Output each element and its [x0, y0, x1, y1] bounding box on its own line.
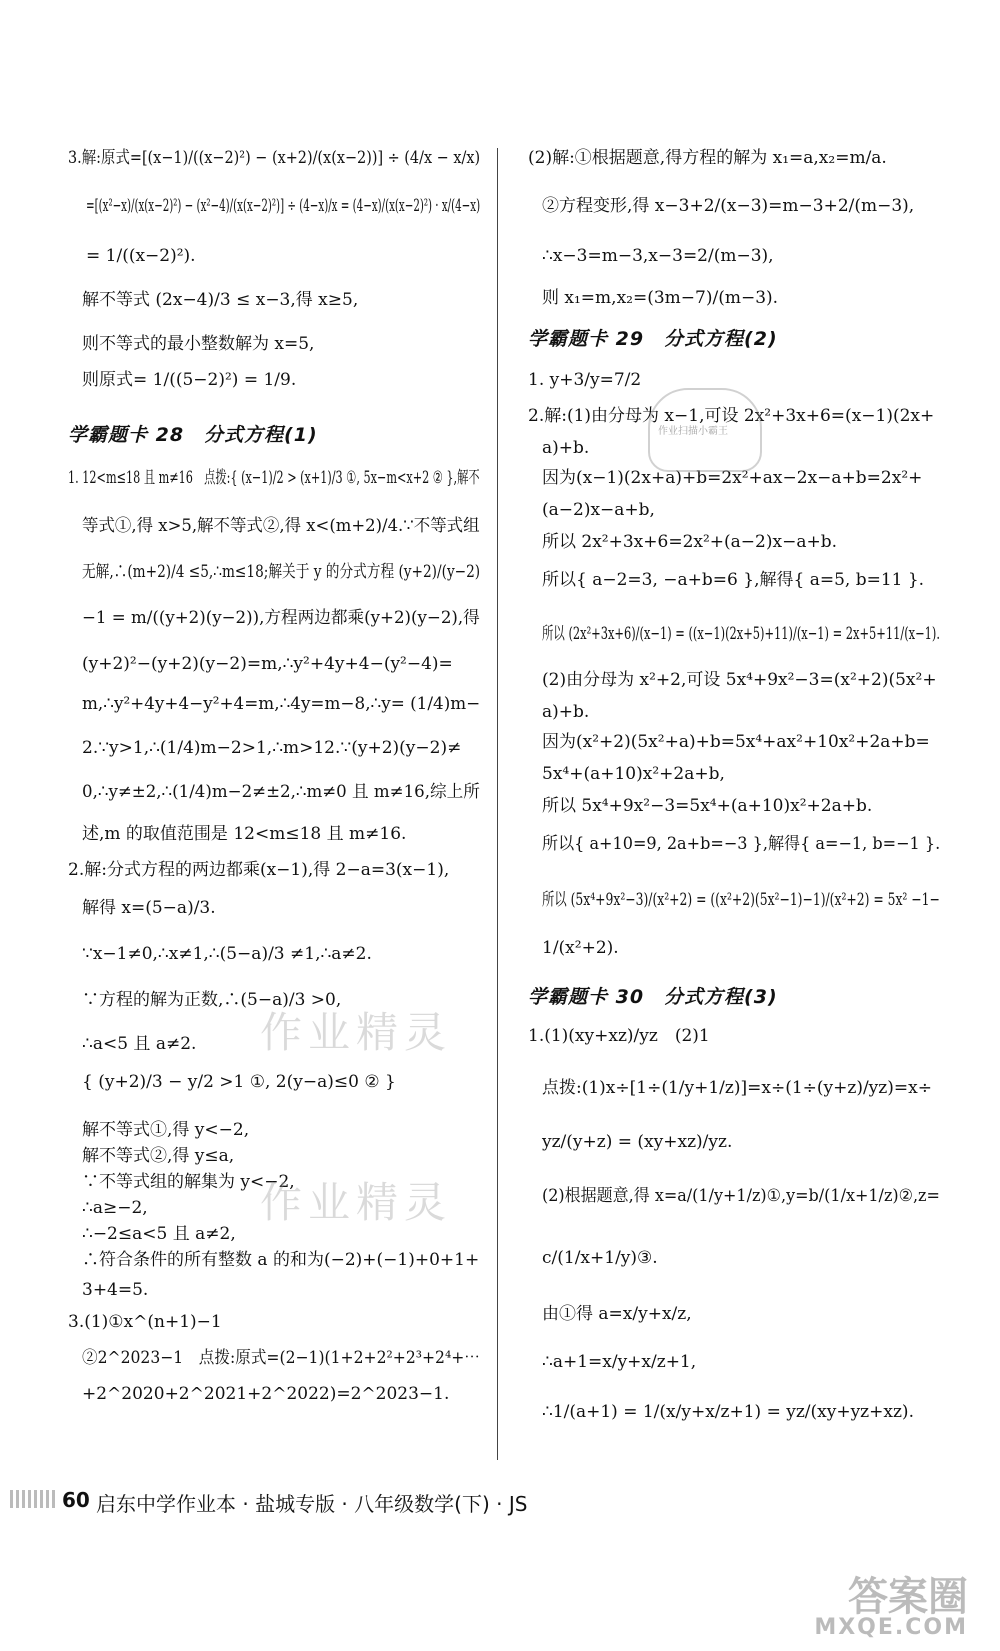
- site-logo: [778, 1565, 978, 1645]
- text-line: 等式①,得 x>5,解不等式②,得 x<(m+2)/4.∵不等式组: [82, 516, 480, 536]
- text-line: ∴符合条件的所有整数 a 的和为(−2)+(−1)+0+1+: [82, 1250, 480, 1270]
- text-line: 3.解:原式=[(x−1)/((x−2)²) − (x+2)/(x(x−2))] ÷ (4/x − x/x): [68, 148, 481, 168]
- text-line: (2)根据题意,得 x=a/(1/y+1/z)①,y=b/(1/x+1/z)②,z=: [542, 1186, 940, 1206]
- text-line: 2.∵y>1,∴(1/4)m−2>1,∴m>12.∵(y+2)(y−2)≠: [82, 738, 462, 758]
- text-line: yz/(y+z) = (xy+xz)/yz.: [542, 1132, 733, 1152]
- text-line: 1. 12<m≤18 且 m≠16 点拨:{ (x−1)/2 > (x+1)/3 ①, 5x−m<x+2 ② },解不: [68, 468, 480, 488]
- text-line: ∵不等式组的解集为 y<−2,: [82, 1172, 295, 1192]
- text-line: 解不等式 (2x−4)/3 ≤ x−3,得 x≥5,: [82, 290, 359, 310]
- text-line: ∴a+1=x/y+x/z+1,: [542, 1352, 697, 1372]
- text-line: 因为(x²+2)(5x²+a)+b=5x⁴+ax²+10x²+2a+b=: [542, 732, 930, 752]
- footer-barcode-mark: [10, 1490, 56, 1508]
- text-line: 0,∴y≠±2,∴(1/4)m−2≠±2,∴m≠0 且 m≠16,综上所: [82, 782, 480, 802]
- text-line: 则 x₁=m,x₂=(3m−7)/(m−3).: [542, 288, 779, 308]
- text-line: 解不等式②,得 y≤a,: [82, 1146, 235, 1166]
- text-line: 所以 2x²+3x+6=2x²+(a−2)x−a+b.: [542, 532, 837, 552]
- text-line: (2)解:①根据题意,得方程的解为 x₁=a,x₂=m/a.: [528, 148, 887, 168]
- text-line: ∴x−3=m−3,x−3=2/(m−3),: [542, 246, 774, 266]
- text-line: 3.(1)①x^(n+1)−1: [68, 1312, 222, 1332]
- text-line: ∴1/(a+1) = 1/(x/y+x/z+1) = yz/(xy+yz+xz).: [542, 1402, 914, 1422]
- text-line: 因为(x−1)(2x+a)+b=2x²+ax−2x−a+b=2x²+: [542, 468, 923, 488]
- logo-url: MXQE.COM: [814, 1615, 968, 1640]
- text-line: a)+b.: [542, 702, 590, 722]
- text-line: 所以 (2x²+3x+6)/(x−1) = ((x−1)(2x+5)+11)/(x−1) = 2x+5+11/(x−1).: [542, 624, 940, 644]
- text-line: 解得 x=(5−a)/3.: [82, 898, 216, 918]
- text-line: 3+4=5.: [82, 1280, 149, 1300]
- text-line: ∴a<5 且 a≠2.: [82, 1034, 197, 1054]
- text-line: ②2^2023−1 点拨:原式=(2−1)(1+2+2²+2³+2⁴+⋯: [82, 1348, 480, 1368]
- text-line: +2^2020+2^2021+2^2022)=2^2023−1.: [82, 1384, 450, 1404]
- text-line: 解不等式①,得 y<−2,: [82, 1120, 250, 1140]
- page-footer: [0, 1480, 1000, 1520]
- text-line: 2.解:分式方程的两边都乘(x−1),得 2−a=3(x−1),: [68, 860, 450, 880]
- text-line: (y+2)²−(y+2)(y−2)=m,∴y²+4y+4−(y²−4)=: [82, 654, 453, 674]
- text-line: 1. y+3/y=7/2: [528, 370, 642, 390]
- text-line: =[(x²−x)/(x(x−2)²) − (x²−4)/(x(x−2)²)] ÷ (4−x)/x = (4−x)/(x(x−2)²) · x/(4−x): [86, 196, 481, 216]
- text-line: { (y+2)/3 − y/2 >1 ①, 2(y−a)≤0 ② }: [82, 1072, 396, 1092]
- text-line: 5x⁴+(a+10)x²+2a+b,: [542, 764, 725, 784]
- book-title: 启东中学作业本 · 盐城专版 · 八年级数学(下) · JS: [96, 1492, 528, 1516]
- column-divider: [497, 148, 498, 1460]
- section-title: 学霸题卡 29 分式方程(2): [528, 328, 778, 350]
- text-line: 则不等式的最小整数解为 x=5,: [82, 334, 315, 354]
- text-line: 所以 (5x⁴+9x²−3)/(x²+2) = ((x²+2)(5x²−1)−1)/(x²+2) = 5x² −1−: [542, 890, 940, 910]
- text-line: (a−2)x−a+b,: [542, 500, 655, 520]
- text-line: ∴a≥−2,: [82, 1198, 148, 1218]
- watermark-text-2: 作业精灵: [260, 1178, 453, 1227]
- watermark-text-1: 作业精灵: [260, 1008, 453, 1057]
- text-line: 1/(x²+2).: [542, 938, 619, 958]
- stamp-text: 作业扫描小霸王: [658, 426, 728, 437]
- text-line: 所以 5x⁴+9x²−3=5x⁴+(a+10)x²+2a+b.: [542, 796, 873, 816]
- text-line: ∴−2≤a<5 且 a≠2,: [82, 1224, 236, 1244]
- text-line: c/(1/x+1/y)③.: [542, 1248, 658, 1268]
- text-line: ∵x−1≠0,∴x≠1,∴(5−a)/3 ≠1,∴a≠2.: [82, 944, 372, 964]
- text-line: 1.(1)(xy+xz)/yz (2)1: [528, 1026, 710, 1046]
- text-line: 2.解:(1)由分母为 x−1,可设 2x²+3x+6=(x−1)(2x+: [528, 406, 935, 426]
- text-line: 所以{ a+10=9, 2a+b=−3 },解得{ a=−1, b=−1 }.: [542, 834, 941, 854]
- logo-text: 答案圈: [848, 1574, 968, 1620]
- text-line: 所以{ a−2=3, −a+b=6 },解得{ a=5, b=11 }.: [542, 570, 925, 590]
- text-line: (2)由分母为 x²+2,可设 5x⁴+9x²−3=(x²+2)(5x²+: [542, 670, 937, 690]
- text-line: ②方程变形,得 x−3+2/(x−3)=m−3+2/(m−3),: [542, 196, 915, 216]
- section-title: 学霸题卡 30 分式方程(3): [528, 986, 778, 1008]
- text-line: a)+b.: [542, 438, 590, 458]
- text-line: 述,m 的取值范围是 12<m≤18 且 m≠16.: [82, 824, 407, 844]
- text-line: m,∴y²+4y+4−y²+4=m,∴4y=m−8,∴y= (1/4)m−: [82, 694, 481, 714]
- text-line: ∵方程的解为正数,∴(5−a)/3 >0,: [82, 990, 342, 1010]
- text-line: −1 = m/((y+2)(y−2)),方程两边都乘(y+2)(y−2),得: [82, 608, 480, 628]
- section-title: 学霸题卡 28 分式方程(1): [68, 424, 318, 446]
- page-number: 60: [62, 1488, 90, 1512]
- text-line: = 1/((x−2)²).: [86, 246, 196, 266]
- watermark-stamp: [648, 388, 762, 472]
- text-line: 无解,∴(m+2)/4 ≤5,∴m≤18;解关于 y 的分式方程 (y+2)/(y−2): [82, 562, 481, 582]
- text-line: 则原式= 1/((5−2)²) = 1/9.: [82, 370, 297, 390]
- text-line: 由①得 a=x/y+x/z,: [542, 1304, 692, 1324]
- text-line: 点拨:(1)x÷[1÷(1/y+1/z)]=x÷(1÷(y+z)/yz)=x÷: [542, 1078, 932, 1098]
